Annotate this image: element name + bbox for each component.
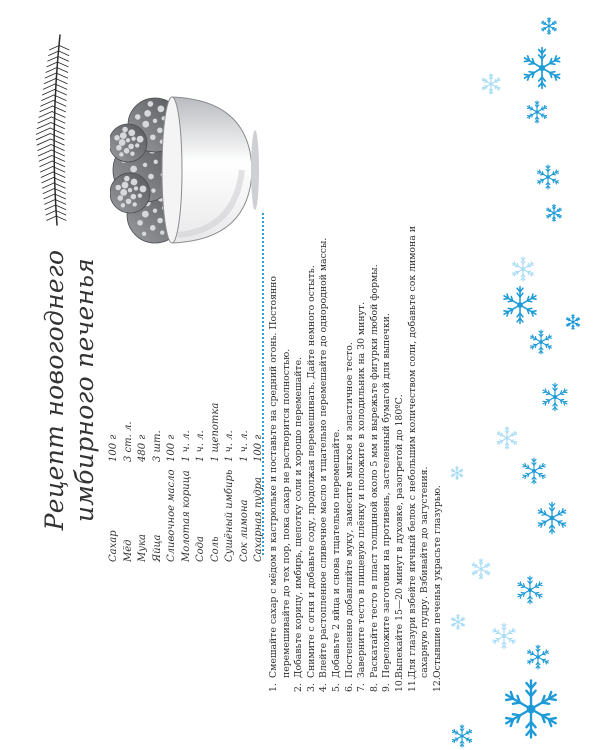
ingredient-row: [180, 242, 195, 562]
step-text: Влейте растопленное сливочное масло и тщательно перемешайте до однородной массы.: [318, 237, 330, 678]
snowflake-icon: [520, 46, 564, 90]
ingredient-quantity: 100 г: [253, 434, 264, 462]
ingredient-name: Сушёный имбирь: [224, 469, 235, 562]
step-number: 11.: [406, 677, 418, 692]
ingredient-name: Сок лимона: [238, 499, 250, 562]
recipe-step: [381, 212, 394, 692]
step-number: 7.: [356, 683, 368, 692]
step-number: 5.: [330, 683, 342, 692]
step-number: 9.: [381, 683, 393, 692]
ingredient-quantity: 1 ч. л.: [238, 430, 250, 462]
step-number: 3.: [305, 683, 317, 692]
ingredient-quantity: 1 ч. л.: [224, 430, 235, 462]
step-text: Раскатайте тесто в пласт толщиной около 5 мм и вырежьте фигурки любой формы.: [368, 264, 380, 678]
recipe-step: [394, 212, 407, 692]
title-line-2: имбирного печенья: [70, 257, 99, 523]
step-number: 10.: [393, 677, 405, 692]
ingredient-row: [136, 242, 151, 562]
snowflake-icon: [545, 204, 563, 222]
snowflake-icon: [540, 17, 558, 35]
snowflake-icon: [470, 558, 492, 580]
snowflake-icon: [480, 73, 502, 95]
step-text: Снимите с огня и добавьте соду, продолжая перемешивать. Дайте немного остыть.: [305, 265, 317, 678]
step-text: Добавьте корицу, имбирь, щепотку соли и хорошо перемешайте.: [293, 356, 305, 678]
recipe-step: [407, 212, 432, 692]
cookie-bowl-illustration: [110, 85, 264, 255]
step-text: Остывшие печенья украсьте глазурью.: [431, 485, 443, 678]
ingredient-row: [209, 242, 224, 562]
recipe-step: [331, 212, 344, 692]
ingredient-name: Сахарная пудра: [253, 477, 264, 562]
ingredient-quantity: 1 щепотка: [209, 402, 221, 462]
step-text: Выпекайте 15—20 минут в духовке, разогретой до 180ºС.: [393, 394, 405, 678]
ingredient-name: Мёд: [122, 539, 134, 562]
ingredient-quantity: 100 г: [166, 434, 177, 462]
step-text: Для глазури взбейте яичный белок с небольшим количеством соли, добавьте сок лимона и сахарную пудру. Взбивайте до загустения.: [406, 226, 431, 678]
ingredient-row: [223, 242, 238, 562]
snowflake-icon: [495, 426, 519, 450]
snowflake-icon: [500, 678, 562, 740]
ingredient-name: Сливочное масло: [166, 469, 177, 562]
fir-branch-icon: [22, 30, 86, 230]
snowflake-icon: [528, 329, 554, 355]
snowflake-icon: [450, 466, 464, 480]
snowflake-icon: [490, 622, 518, 650]
ingredient-quantity: 480 г: [137, 434, 148, 462]
recipe-step: [432, 212, 445, 692]
snowflake-icon: [525, 100, 549, 124]
ingredient-quantity: 3 шт.: [151, 430, 163, 462]
recipe-steps: [268, 212, 444, 692]
ingredient-name: Мука: [137, 534, 148, 562]
snowflake-icon: [520, 457, 548, 485]
recipe-step: [306, 212, 319, 692]
step-text: Постепенно добавляйте муку, замесите мягкое и эластичное тесто.: [343, 342, 355, 678]
step-text: Смешайте сахар с мёдом в кастрюльке и поставьте на средний огонь. Постоянно перемешивайте до тех пор, пока сахар не растворится полностью.: [268, 276, 292, 678]
snowflake-icon: [565, 314, 581, 330]
ingredient-row: [151, 242, 166, 562]
ingredients-list: [107, 242, 267, 562]
title-line-1: Рецепт новогоднего: [40, 249, 69, 531]
ingredient-quantity: 1 ч. л.: [195, 430, 206, 462]
recipe-step: [344, 212, 357, 692]
step-text: Добавьте 2 яйца и снова тщательно перемешайте.: [330, 428, 342, 678]
snowflake-icon: [540, 382, 570, 412]
step-number: 8.: [368, 683, 380, 692]
recipe-step: [356, 212, 369, 692]
step-text: Заверните тесто в пищевую плёнку и положите в холодильник на 30 минут.: [356, 301, 368, 678]
snowflake-icon: [450, 614, 466, 630]
snowflake-icon: [450, 724, 474, 748]
recipe-step: [293, 212, 306, 692]
step-number: 2.: [293, 683, 305, 692]
ingredient-quantity: 100 г: [108, 434, 119, 462]
snowflake-icon: [525, 644, 551, 670]
ingredient-quantity: 1 ч. л.: [180, 430, 192, 462]
section-divider: [262, 213, 264, 555]
ingredient-row: [122, 242, 137, 562]
step-number: 6.: [343, 683, 355, 692]
ingredient-name: Сода: [195, 536, 206, 562]
ingredient-row: [194, 242, 209, 562]
ingredient-row: [252, 242, 267, 562]
recipe-step: [369, 212, 382, 692]
snowflake-icon: [515, 575, 545, 605]
recipe-title: [40, 230, 100, 550]
ingredient-quantity: 3 ст. л.: [122, 421, 134, 462]
ingredient-name: Яйца: [151, 534, 163, 562]
recipe-step: [318, 212, 331, 692]
ingredient-row: [165, 242, 180, 562]
step-text: Переложите заготовки на противень, застеленный бумагой для выпечки.: [381, 313, 393, 678]
ingredient-name: Соль: [209, 536, 221, 562]
step-number: 1.: [268, 683, 279, 692]
snowflake-icon: [510, 256, 536, 282]
snowflake-icon: [500, 285, 540, 325]
snowflake-icon: [535, 164, 561, 190]
ingredient-name: Молотая корица: [180, 470, 192, 562]
step-number: 4.: [318, 683, 330, 692]
snowflake-icon: [535, 501, 569, 535]
ingredient-name: Сахар: [108, 530, 119, 562]
step-number: 12.: [431, 677, 443, 692]
recipe-step: [268, 212, 293, 692]
ingredient-row: [238, 242, 253, 562]
ingredient-row: [107, 242, 122, 562]
